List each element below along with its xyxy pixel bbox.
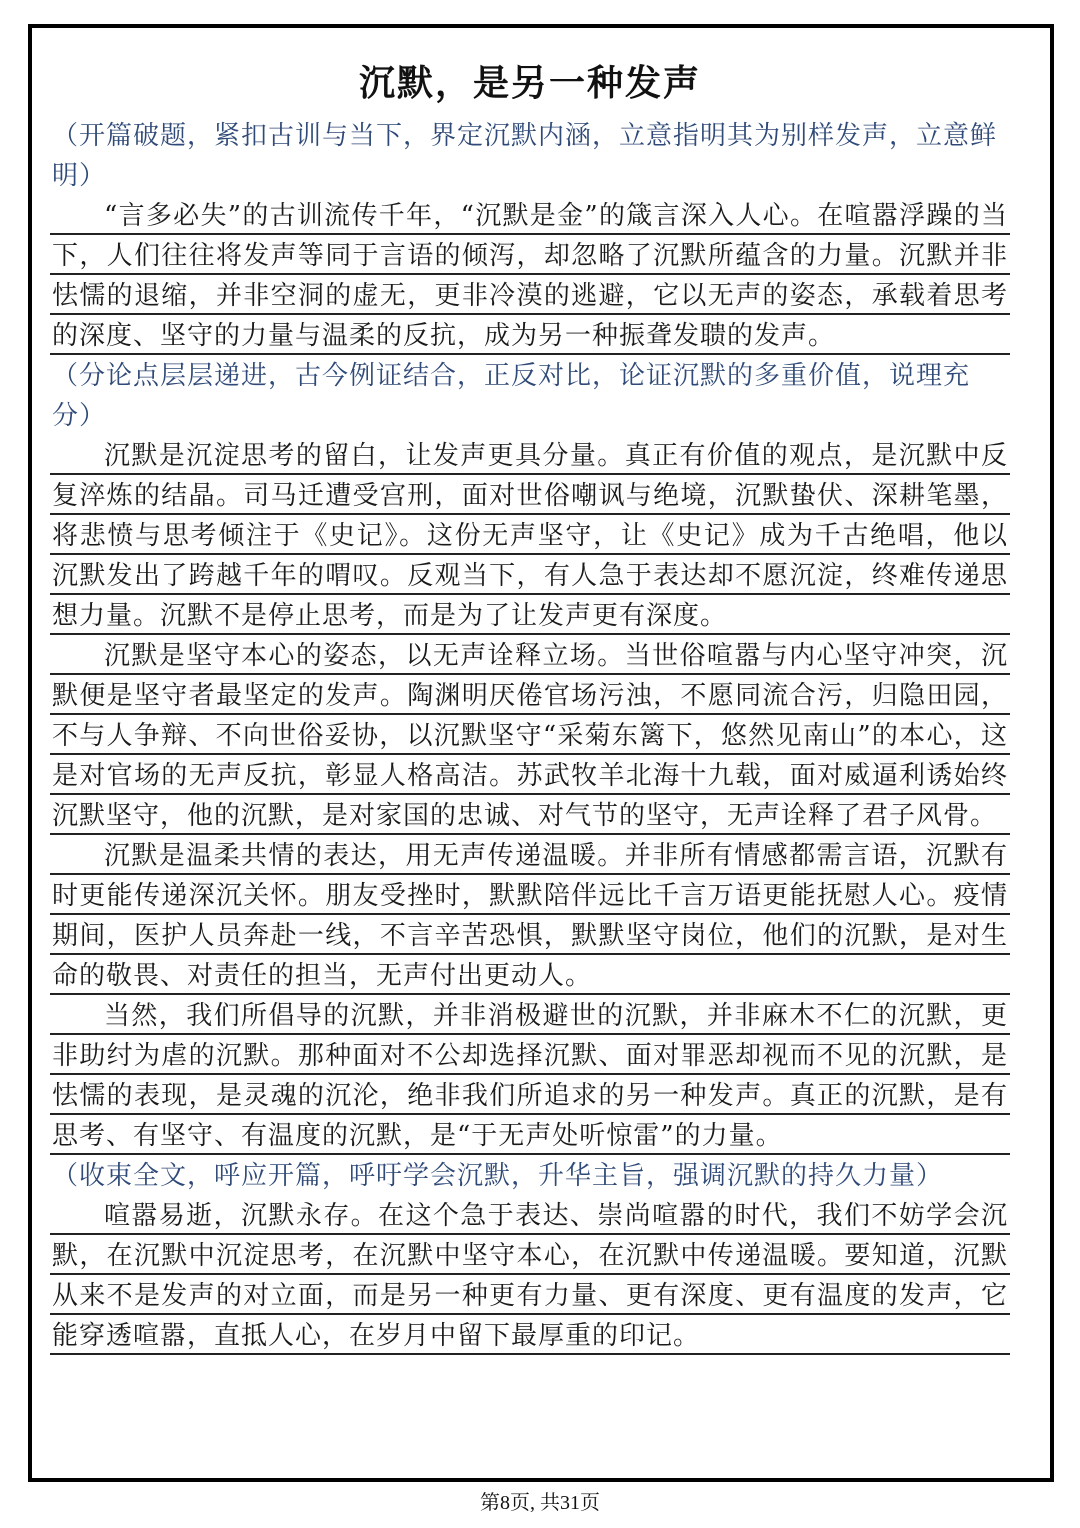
paragraph-argument-1: 沉默是沉淀思考的留白，让发声更具分量。真正有价值的观点，是沉默中反复淬炼的结晶。司马迁遭受宫刑，面对世俗嘲讽与绝境，沉默蛰伏、深耕笔墨，将悲愤与思考倾注于《史记》。这份无声坚守，让《史记》成为千古绝唱，他以沉默发出了跨越千年的喟叹。反观当下，有人急于表达却不愿沉淀，终难传递思想力量。沉默不是停止思考，而是为了让发声更有深度。 bbox=[50, 436, 1010, 636]
annotation-opening: （开篇破题，紧扣古训与当下，界定沉默内涵，立意指明其为别样发声，立意鲜明） bbox=[52, 121, 998, 191]
paragraph-argument-3: 沉默是温柔共情的表达，用无声传递温暖。并非所有情感都需言语，沉默有时更能传递深沉关怀。朋友受挫时，默默陪伴远比千言万语更能抚慰人心。疫情期间，医护人员奔赴一线，不言辛苦恐惧，默默坚守岗位，他们的沉默，是对生命的敬畏、对责任的担当，无声付出更动人。 bbox=[50, 836, 1010, 996]
paragraph-counterpoint: 当然，我们所倡导的沉默，并非消极避世的沉默，并非麻木不仁的沉默，更非助纣为虐的沉默。那种面对不公却选择沉默、面对罪恶却视而不见的沉默，是怯懦的表现，是灵魂的沉沦，绝非我们所追求的另一种发声。真正的沉默，是有思考、有坚守、有温度的沉默，是“于无声处听惊雷”的力量。 bbox=[50, 996, 1010, 1156]
paragraph-argument-2: 沉默是坚守本心的姿态，以无声诠释立场。当世俗喧嚣与内心坚守冲突，沉默便是坚守者最坚定的发声。陶渊明厌倦官场污浊，不愿同流合污，归隐田园，不与人争辩、不向世俗妥协，以沉默坚守“采菊东篱下，悠然见南山”的本心，这是对官场的无声反抗，彰显人格高洁。苏武牧羊北海十九载，面对威逼利诱始终沉默坚守，他的沉默，是对家国的忠诚、对气节的坚守，无声诠释了君子风骨。 bbox=[50, 636, 1010, 836]
document-body bbox=[50, 54, 1010, 1356]
page-number: 第8页, 共31页 bbox=[480, 1492, 600, 1514]
paragraph-intro: “言多必失”的古训流传千年，“沉默是金”的箴言深入人心。在喧嚣浮躁的当下，人们往往将发声等同于言语的倾泻，却忽略了沉默所蕴含的力量。沉默并非怯懦的退缩，并非空洞的虚无，更非冷漠的逃避，它以无声的姿态，承载着思考的深度、坚守的力量与温柔的反抗，成为另一种振聋发聩的发声。 bbox=[50, 196, 1010, 356]
document-title: 沉默，是另一种发声 bbox=[358, 63, 701, 104]
annotation-body: （分论点层层递进，古今例证结合，正反对比，论证沉默的多重价值，说理充分） bbox=[52, 361, 971, 431]
annotation-closing: （收束全文，呼应开篇，呼吁学会沉默，升华主旨，强调沉默的持久力量） bbox=[52, 1161, 944, 1191]
paragraph-conclusion: 喧嚣易逝，沉默永存。在这个急于表达、崇尚喧嚣的时代，我们不妨学会沉默，在沉默中沉淀思考，在沉默中坚守本心，在沉默中传递温暖。要知道，沉默从来不是发声的对立面，而是另一种更有力量、更有深度、更有温度的发声，它能穿透喧嚣，直抵人心，在岁月中留下最厚重的印记。 bbox=[50, 1196, 1010, 1356]
